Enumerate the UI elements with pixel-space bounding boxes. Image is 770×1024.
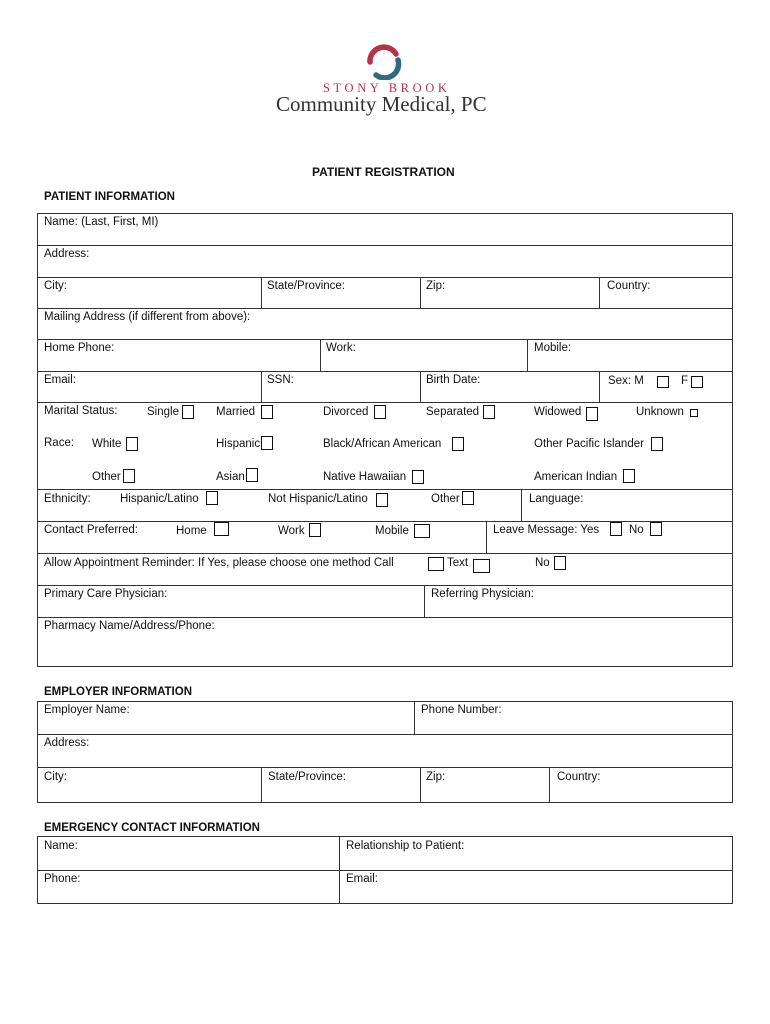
- employer-phone-label: Phone Number:: [421, 704, 502, 716]
- employer-name-label: Employer Name:: [44, 704, 130, 716]
- row-divider: [37, 870, 733, 871]
- race-label: Race:: [44, 437, 75, 449]
- row-divider: [37, 734, 733, 735]
- work-phone-label: Work:: [326, 342, 356, 354]
- col-divider: [420, 371, 421, 402]
- logo-mark-icon: [362, 44, 406, 80]
- sex-f-checkbox[interactable]: [691, 376, 703, 388]
- contact-mobile-checkbox[interactable]: [414, 524, 430, 538]
- state-field-label: State/Province:: [267, 280, 345, 292]
- employer-section-heading: EMPLOYER INFORMATION: [44, 686, 193, 698]
- race-american-indian-label: American Indian: [534, 471, 618, 483]
- employer-address-label: Address:: [44, 737, 90, 749]
- sex-label: Sex: M: [608, 375, 644, 387]
- contact-mobile-label: Mobile: [375, 525, 409, 537]
- contact-work-label: Work: [278, 525, 305, 537]
- race-asian-label: Asian: [216, 471, 245, 483]
- marital-married-label: Married: [216, 406, 255, 418]
- col-divider: [320, 339, 321, 371]
- page-title: PATIENT REGISTRATION: [312, 165, 455, 179]
- row-divider: [37, 553, 733, 554]
- race-other-checkbox[interactable]: [123, 469, 135, 483]
- row-divider: [37, 617, 733, 618]
- emergency-email-label: Email:: [346, 873, 378, 885]
- race-native-hawaiian-label: Native Hawaiian: [323, 471, 407, 483]
- ethnicity-other-label: Other: [431, 493, 460, 505]
- sex-f-label: F: [681, 375, 689, 387]
- ethnicity-not-hispanic-label: Not Hispanic/Latino: [268, 493, 368, 505]
- marital-unknown-checkbox[interactable]: [690, 409, 698, 417]
- ethnicity-other-checkbox[interactable]: [462, 491, 474, 505]
- col-divider: [599, 371, 600, 402]
- reminder-text-label: Text: [447, 557, 469, 569]
- patient-section-heading: PATIENT INFORMATION: [44, 191, 175, 203]
- col-divider: [599, 277, 600, 308]
- email-label: Email:: [44, 374, 76, 386]
- ethnicity-hispanic-label: Hispanic/Latino: [120, 493, 199, 505]
- marital-widowed-label: Widowed: [534, 406, 582, 418]
- race-pacific-islander-label: Other Pacific Islander: [534, 438, 644, 450]
- employer-state-label: State/Province:: [268, 771, 346, 783]
- col-divider: [420, 277, 421, 308]
- reminder-call-checkbox[interactable]: [428, 557, 444, 571]
- col-divider: [521, 489, 522, 521]
- col-divider: [527, 339, 528, 371]
- marital-divorced-label: Divorced: [323, 406, 369, 418]
- pharmacy-label: Pharmacy Name/Address/Phone:: [44, 620, 215, 632]
- row-divider: [37, 308, 733, 309]
- emergency-section-heading: EMERGENCY CONTACT INFORMATION: [44, 822, 260, 834]
- col-divider: [414, 701, 415, 734]
- col-divider: [339, 836, 340, 904]
- home-phone-label: Home Phone:: [44, 342, 115, 354]
- referring-physician-label: Referring Physician:: [431, 588, 534, 600]
- sex-m-checkbox[interactable]: [657, 376, 669, 388]
- emergency-relationship-label: Relationship to Patient:: [346, 840, 465, 852]
- address-field-label: Address:: [44, 248, 90, 260]
- leave-message-label: Leave Message: Yes: [493, 524, 600, 536]
- row-divider: [37, 585, 733, 586]
- col-divider: [420, 767, 421, 803]
- marital-separated-label: Separated: [426, 406, 480, 418]
- contact-work-checkbox[interactable]: [309, 523, 321, 537]
- race-hispanic-checkbox[interactable]: [261, 436, 273, 450]
- row-divider: [37, 371, 733, 372]
- ssn-label: SSN:: [267, 374, 294, 386]
- row-divider: [37, 402, 733, 403]
- leave-message-yes-checkbox[interactable]: [610, 522, 622, 536]
- race-american-indian-checkbox[interactable]: [623, 469, 635, 483]
- race-asian-checkbox[interactable]: [246, 468, 258, 482]
- contact-preferred-label: Contact Preferred:: [44, 524, 138, 536]
- marital-divorced-checkbox[interactable]: [374, 405, 386, 419]
- reminder-no-label: No: [535, 557, 550, 569]
- col-divider: [424, 585, 425, 617]
- race-black-checkbox[interactable]: [452, 437, 464, 451]
- reminder-no-checkbox[interactable]: [554, 556, 566, 570]
- name-field-label: Name: (Last, First, MI): [44, 216, 159, 228]
- ethnicity-not-hispanic-checkbox[interactable]: [376, 493, 388, 507]
- zip-field-label: Zip:: [426, 280, 446, 292]
- emergency-name-label: Name:: [44, 840, 78, 852]
- row-divider: [37, 339, 733, 340]
- primary-care-physician-label: Primary Care Physician:: [44, 588, 168, 600]
- marital-unknown-label: Unknown: [636, 406, 684, 418]
- employer-zip-label: Zip:: [426, 771, 446, 783]
- col-divider: [261, 767, 262, 803]
- marital-single-checkbox[interactable]: [182, 405, 194, 419]
- marital-widowed-checkbox[interactable]: [586, 407, 598, 421]
- marital-separated-checkbox[interactable]: [483, 405, 495, 419]
- ethnicity-label: Ethnicity:: [44, 493, 91, 505]
- race-pacific-islander-checkbox[interactable]: [651, 437, 663, 451]
- race-hispanic-label: Hispanic: [216, 438, 261, 450]
- race-white-label: White: [92, 438, 122, 450]
- birth-date-label: Birth Date:: [426, 374, 481, 386]
- employer-country-label: Country:: [557, 771, 601, 783]
- mailing-address-label: Mailing Address (if different from above):: [44, 311, 251, 323]
- employer-info-table: [37, 701, 733, 803]
- contact-home-checkbox[interactable]: [214, 522, 229, 536]
- mobile-phone-label: Mobile:: [534, 342, 572, 354]
- marital-single-label: Single: [147, 406, 179, 418]
- reminder-label: Allow Appointment Reminder: If Yes, please choose one method Call: [44, 557, 394, 569]
- col-divider: [261, 277, 262, 308]
- race-white-checkbox[interactable]: [126, 437, 138, 451]
- race-black-label: Black/African American: [323, 438, 442, 450]
- logo-wordmark-bottom: Community Medical, PC: [276, 92, 487, 116]
- row-divider: [37, 767, 733, 768]
- logo-wordmark-top: STONY BROOK: [323, 81, 451, 95]
- ethnicity-hispanic-checkbox[interactable]: [206, 491, 218, 505]
- row-divider: [37, 277, 733, 278]
- reminder-text-checkbox[interactable]: [473, 559, 490, 573]
- race-other-label: Other: [92, 471, 121, 483]
- col-divider: [261, 371, 262, 402]
- row-divider: [37, 245, 733, 246]
- emergency-phone-label: Phone:: [44, 873, 81, 885]
- employer-city-label: City:: [44, 771, 67, 783]
- col-divider: [486, 521, 487, 553]
- col-divider: [549, 767, 550, 803]
- row-divider: [37, 521, 733, 522]
- leave-message-no-label: No: [629, 524, 644, 536]
- row-divider: [37, 489, 733, 490]
- country-field-label: Country:: [607, 280, 651, 292]
- contact-home-label: Home: [176, 525, 207, 537]
- language-label: Language:: [529, 493, 584, 505]
- marital-married-checkbox[interactable]: [261, 405, 273, 419]
- city-field-label: City:: [44, 280, 67, 292]
- race-native-hawaiian-checkbox[interactable]: [412, 470, 424, 484]
- marital-status-label: Marital Status:: [44, 405, 118, 417]
- leave-message-no-checkbox[interactable]: [650, 522, 662, 536]
